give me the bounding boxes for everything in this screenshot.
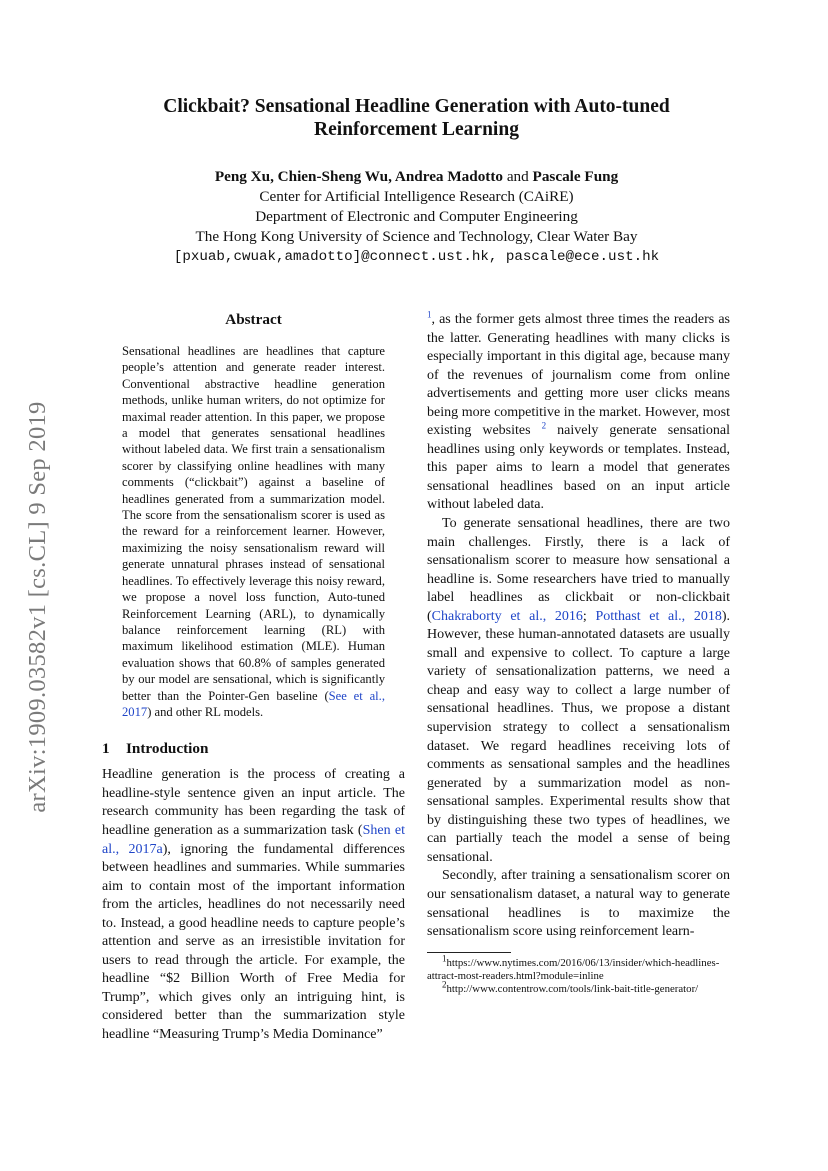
section-number: 1: [102, 740, 110, 758]
footnote-1-mark: 1: [442, 953, 447, 963]
footnote-divider: [427, 952, 511, 953]
citation-separator: ;: [582, 608, 596, 624]
arxiv-identifier: arXiv:1909.03582v1 [cs.CL] 9 Sep 2019: [24, 401, 51, 813]
abstract-text-part-2: ) and other RL models.: [147, 704, 264, 719]
footnote-marker-2[interactable]: 2: [541, 420, 547, 431]
intro-paragraph-1: [102, 766, 405, 1044]
intro-p2-text-b: ). However, these human-annotated datasets are usually small and expensive to collect. To capture a large variety of sensationalization patterns, we need a cheap and easy way to collect a large number of sensational headlines. Thus, we propose a distant supervision strategy to collect a sensationalism dataset. We regard headlines receiving lots of comments as sensational samples and the headlines generated by a summarization model as non-sensational samples. Experimental results show that by distinguishing these two types of headlines, we can partially teach the model a sense of being sensational.: [427, 608, 731, 865]
intro-p1-text-c: , as the former gets almost three times the readers as the latter. Generating headlines with many clicks is especially important in this digital age, because many of the revenues of journalism come from online advertisements and getting more user clicks means being more competitive in the market. However, most existing websites: [427, 312, 730, 439]
author-names-bold: Peng Xu, Chien-Sheng Wu, Andrea Madotto: [214, 168, 504, 185]
citation-link[interactable]: Chakraborty et al., 2016: [431, 608, 583, 624]
section-heading-introduction: [102, 740, 405, 758]
arxiv-sidebar-stamp: [20, 372, 56, 842]
abstract-text-part-1: Sensational headlines are headlines that capture people’s attention and generate reader interest. Conventional abstractive headline generation methods, unlike human writers, do not optimize for maximal reader attention. In this paper, we propose a model that generates sensational headlines without labeled data. We first train a sensationalism scorer by classifying online headlines with many comments (“clickbait”) against a baseline of headlines generated from a summarization model. The score from the sensationalism scorer is used as the reward for a reinforcement learner. However, maximizing the noisy sensationalism reward will generate unnatural phrases instead of sensational headlines. To effectively leverage this noisy reward, we propose a novel loss function, Auto-tuned Reinforcement Learning (ARL), to dynamically balance reinforcement learning (RL) with maximum likelihood estimation (MLE). Human evaluation shows that 60.8% of samples generated by our model are sensational, which is significantly better than the Pointer-Gen baseline (: [122, 344, 385, 703]
citation-link[interactable]: Shen et al., 2017a: [102, 822, 405, 857]
intro-p1-text-d: naively generate sensational headlines using only keywords or templates. Instead, this paper aims to learn a model that generates sensational headlines based on an input article without labeled data.: [427, 423, 731, 513]
author-names: [100, 167, 733, 187]
author-and: and: [503, 168, 533, 185]
paper-title: [100, 95, 733, 141]
affiliation-3: The Hong Kong University of Science and Technology, Clear Water Bay: [195, 228, 638, 245]
footnote-1-url[interactable]: https://www.nytimes.com/2016/06/13/insider/which-headlines-attract-most-readers.html?module=inline: [427, 956, 720, 982]
author-block: [100, 167, 733, 267]
footnote-1: [427, 953, 730, 983]
abstract-text: [122, 343, 385, 720]
citation-link[interactable]: Potthast et al., 2018: [595, 608, 722, 624]
intro-paragraph-2: [427, 515, 730, 867]
intro-paragraph-3: Secondly, after training a sensationalism scorer on our sensationalism dataset, a natural way to generate sensational headlines is to maximize the sensationalism score using reinforcement learn-: [427, 868, 730, 940]
intro-p1-text-a: Headline generation is the process of creating a headline-style sentence given an input article. The research community has been regarding the task of headline generation as a summarization task (: [102, 767, 405, 838]
left-column: [102, 309, 405, 1045]
affiliation-2: Department of Electronic and Computer Engineering: [255, 208, 578, 225]
last-author: Pascale Fung: [532, 168, 619, 185]
intro-p2-text-a: To generate sensational headlines, there are two main challenges. Firstly, there is a lack of sensationalism scorer to measure how sensational a headline is. Some researchers have tried to manually label headlines as clickbait or non-clickbait (: [427, 516, 730, 624]
footnote-2-url[interactable]: http://www.contentrow.com/tools/link-bait-title-generator/: [446, 983, 699, 995]
right-column: [427, 309, 730, 996]
footnote-2-mark: 2: [442, 979, 447, 990]
footnote-2: [427, 979, 730, 996]
section-title: Introduction: [126, 740, 209, 758]
author-emails: [pxuab,cwuak,amadotto]@connect.ust.hk, pascale@ece.ust.hk: [173, 249, 660, 265]
footnote-marker-1[interactable]: 1: [427, 309, 432, 320]
affiliation-1: Center for Artificial Intelligence Research (CAiRE): [259, 188, 574, 205]
intro-p1-text-b: ), ignoring the fundamental differences between headlines and summaries. While summaries aim to contain most of the important information from the articles, headlines do not necessarily need to. Instead, a good headline needs to capture people’s attention and serve as an irresistible invitation for users to read through the article. For example, the headline “$2 Billion Worth of Free Media for Trump”, which gives only an intriguing hint, is considered better than the summarization style headline “Measuring Trump’s Media Dominance”: [102, 841, 405, 1042]
citation-link[interactable]: See et al., 2017: [122, 688, 385, 719]
abstract-heading: Abstract: [225, 311, 282, 328]
title-line-2: Reinforcement Learning: [314, 119, 519, 140]
title-line-1: Clickbait? Sensational Headline Generation with Auto-tuned: [163, 96, 670, 117]
intro-paragraph-1-continued: [427, 311, 730, 515]
